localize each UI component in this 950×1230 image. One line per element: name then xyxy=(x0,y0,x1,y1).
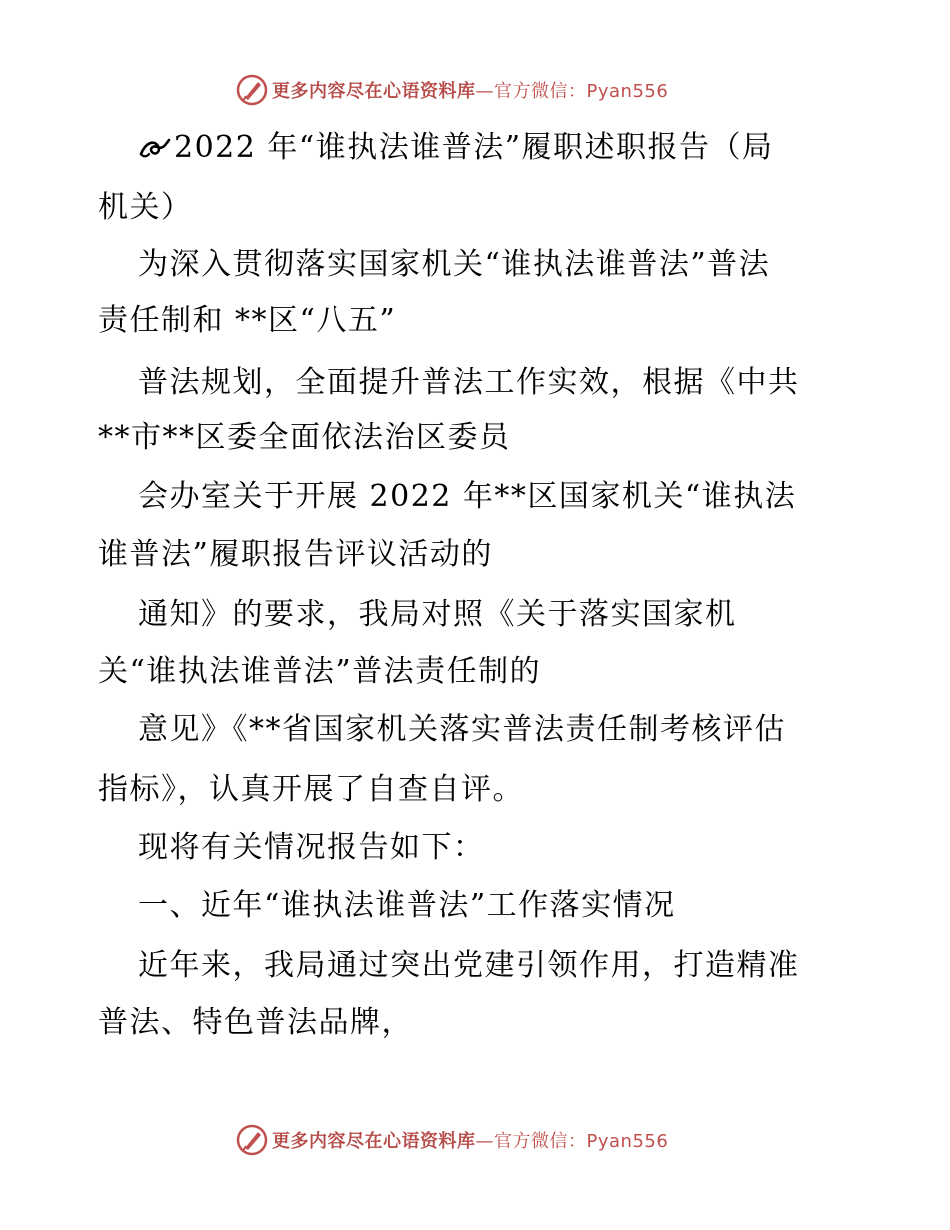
paragraph-line: 现将有关情况报告如下： xyxy=(138,830,485,865)
watermark-text xyxy=(272,77,668,103)
footer-watermark xyxy=(236,1123,668,1157)
watermark-brand: 更多内容尽在心语资料库 xyxy=(272,81,476,102)
section-heading: 一、近年“谁执法谁普法”工作落实情况 xyxy=(138,888,676,923)
watermark-separator: — xyxy=(475,1131,494,1152)
quill-logo-icon xyxy=(236,1124,268,1156)
paragraph-line: 责任制和 **区“八五” xyxy=(98,303,397,338)
paragraph-line: 为深入贯彻落实国家机关“谁执法谁普法”普法 xyxy=(138,247,771,282)
paragraph-line: 谁普法”履职报告评议活动的 xyxy=(98,537,493,572)
document-title-line-2: 机关） xyxy=(98,190,193,225)
paragraph-line: 通知》的要求，我局对照《关于落实国家机 xyxy=(138,597,737,632)
header-watermark xyxy=(236,73,668,107)
watermark-contact: 官方微信：Pyan556 xyxy=(494,1131,669,1152)
document-title-text: 2022 年“谁执法谁普法”履职述职报告（局 xyxy=(174,130,774,165)
paragraph-line: 近年来，我局通过突出党建引领作用，打造精准 xyxy=(138,948,800,983)
paragraph-line: 会办室关于开展 2022 年**区国家机关“谁执法 xyxy=(138,479,797,514)
paragraph-line: 关“谁执法谁普法”普法责任制的 xyxy=(98,654,542,689)
document-title-line-1 xyxy=(138,128,774,168)
paragraph-line: **市**区委全面依法治区委员 xyxy=(98,420,511,455)
paragraph-line: 意见》《**省国家机关落实普法责任制考核评估 xyxy=(138,712,786,747)
watermark-text xyxy=(272,1127,668,1153)
scroll-ornament-icon xyxy=(138,134,172,160)
quill-logo-icon xyxy=(236,74,268,106)
watermark-brand: 更多内容尽在心语资料库 xyxy=(272,1131,476,1152)
paragraph-line: 普法规划，全面提升普法工作实效，根据《中共 xyxy=(138,365,800,400)
paragraph-line: 指标》，认真开展了自查自评。 xyxy=(98,772,524,807)
watermark-separator: — xyxy=(475,81,494,102)
watermark-contact: 官方微信：Pyan556 xyxy=(494,81,669,102)
paragraph-line: 普法、特色普法品牌， xyxy=(98,1005,413,1040)
